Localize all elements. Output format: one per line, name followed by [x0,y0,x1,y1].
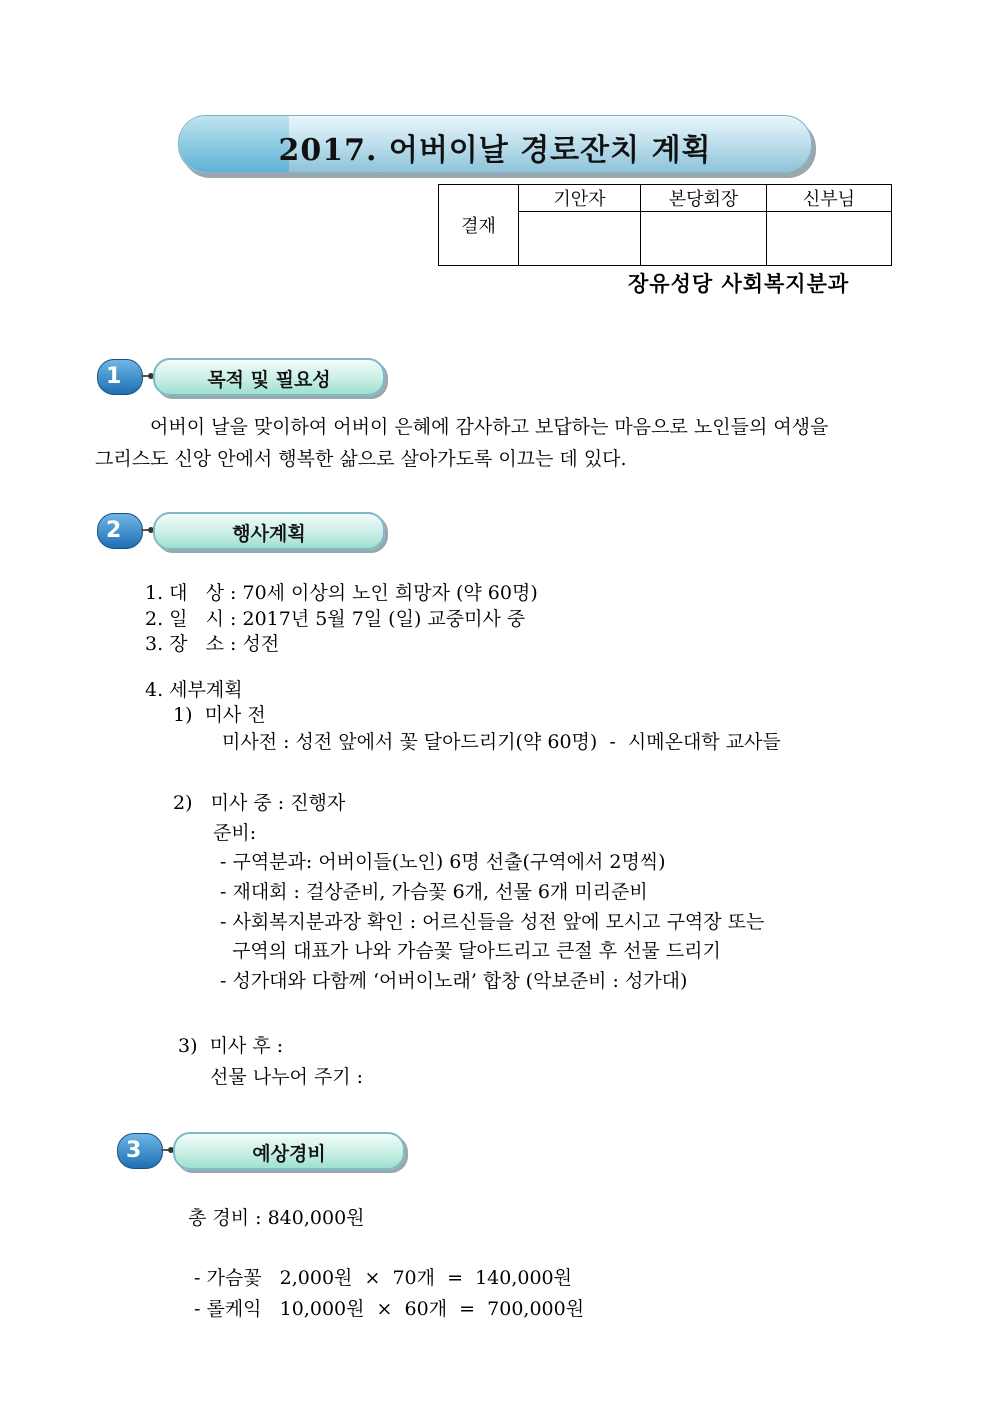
section-header-3 [117,1132,417,1168]
section-number: 1 [97,359,143,395]
department-name: 장유성당 사회복지분과 [628,272,850,296]
section-label: 예상경비 [252,1143,326,1165]
budget-item: - 롤케익 10,000원 × 60개 = 700,000원 [194,1298,585,1320]
plan-sub2-line: - 재대회 : 걸상준비, 가슴꽃 6개, 선물 6개 미리준비 [220,881,648,903]
plan-sub2-line: 구역의 대표가 나와 가슴꽃 달아드리고 큰절 후 선물 드리기 [220,940,721,962]
plan-sub3-title: 3) 미사 후 : [178,1035,284,1057]
section-number: 3 [117,1133,163,1169]
plan-item-target: 1. 대 상 : 70세 이상의 노인 희망자 (약 60명) [145,582,538,604]
plan-item-place: 3. 장 소 : 성전 [145,633,280,655]
section-label: 행사계획 [232,523,306,545]
approval-sign-drafter [519,212,641,266]
page-title: 2017. 어버이날 경로잔치 계획 [278,133,712,168]
approval-table [438,184,892,266]
budget-item: - 가슴꽃 2,000원 × 70개 = 140,000원 [194,1267,572,1289]
plan-item-date: 2. 일 시 : 2017년 5월 7일 (일) 교중미사 중 [145,608,526,630]
title-banner [178,115,812,173]
approval-sign-priest [767,212,892,266]
plan-sub3-detail: 선물 나누어 주기 : [210,1066,363,1088]
plan-sub2-title: 2) 미사 중 : 진행자 [173,792,346,814]
purpose-line-1: 어버이 날을 맞이하여 어버이 은혜에 감사하고 보답하는 마음으로 노인들의 여생을 [150,416,829,438]
section-label-pill [153,358,385,396]
plan-sub2-line: - 사회복지분과장 확인 : 어르신들을 성전 앞에 모시고 구역장 또는 [220,911,765,933]
approval-header-priest: 신부님 [767,185,892,212]
plan-sub2-line: - 구역분과: 어버이들(노인) 6명 선출(구역에서 2명씩) [220,851,666,873]
section-header-1 [97,358,397,394]
purpose-line-2: 그리스도 신앙 안에서 행복한 삶으로 살아가도록 이끄는 데 있다. [95,448,627,470]
section-label-pill [173,1132,405,1170]
approval-label: 결재 [439,185,519,266]
section-label-pill [153,512,385,550]
plan-sub1-title: 1) 미사 전 [173,704,266,726]
approval-header-president: 본당회장 [641,185,767,212]
approval-sign-president [641,212,767,266]
section-header-2 [97,512,397,548]
plan-sub1-detail: 미사전 : 성전 앞에서 꽃 달아드리기(약 60명) - 시메온대학 교사들 [222,731,781,753]
plan-sub2-line: - 성가대와 다함께 ‘어버이노래’ 합창 (악보준비 : 성가대) [220,970,688,992]
plan-sub2-prep: 준비: [213,822,257,844]
plan-item-details: 4. 세부계획 [145,679,243,701]
section-number: 2 [97,513,143,549]
section-label: 목적 및 필요성 [207,369,331,391]
approval-header-drafter: 기안자 [519,185,641,212]
budget-total: 총 경비 : 840,000원 [188,1207,365,1229]
